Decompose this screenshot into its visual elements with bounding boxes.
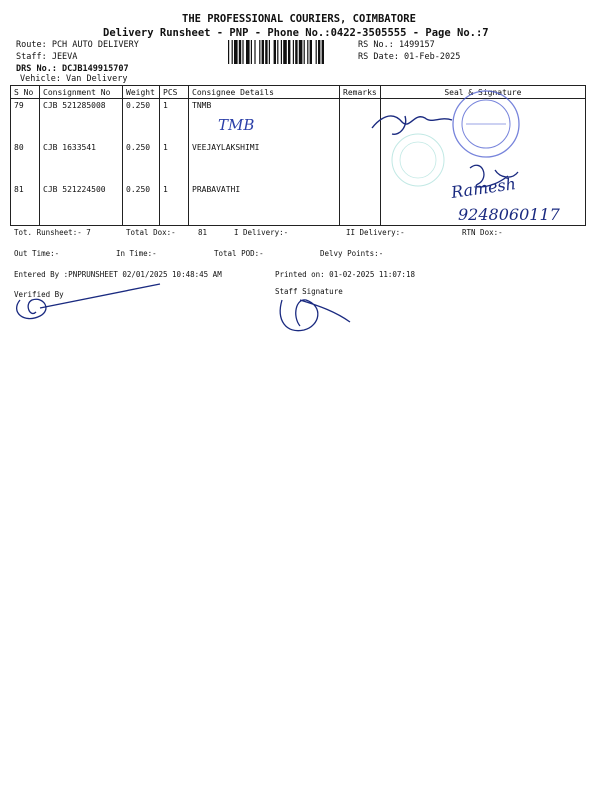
- runsheet-subtitle: Delivery Runsheet - PNP - Phone No.:0422-3505555 - Page No.:7: [103, 27, 489, 39]
- col-sno: S No: [11, 86, 40, 99]
- row-consignment: CJB 1633541: [40, 141, 123, 183]
- col-consignment: Consignment No: [40, 86, 123, 99]
- col-seal-signature: Seal & Signature: [380, 86, 585, 99]
- out-time: Out Time:-: [14, 249, 60, 258]
- company-title: THE PROFESSIONAL COURIERS, COIMBATORE: [182, 13, 416, 25]
- row-weight: 0.250: [123, 141, 160, 183]
- delvy-points: Delvy Points:-: [320, 249, 384, 258]
- i-delivery: I Delivery:-: [234, 228, 289, 237]
- col-consignee: Consignee Details: [189, 86, 340, 99]
- staff-text: Staff: JEEVA: [16, 52, 78, 62]
- row-consignment: CJB 521224500: [40, 183, 123, 226]
- handwritten-tmb: TMB: [218, 116, 255, 134]
- drs-number: DRS No.: DCJB149915707: [16, 64, 129, 74]
- rtn-dox: RTN Dox:-: [462, 228, 503, 237]
- seal-stamp-icon: [453, 91, 519, 157]
- row-pcs: 1: [160, 183, 189, 226]
- total-dox-value: 81: [198, 228, 208, 237]
- handwritten-name: Ramesh: [449, 174, 518, 202]
- staff-signature-label: Staff Signature: [275, 287, 343, 296]
- handwritten-phone: 9248060117: [458, 205, 560, 224]
- staff-signature-icon: [280, 300, 350, 331]
- row-pcs: 1: [160, 141, 189, 183]
- col-weight: Weight: [123, 86, 160, 99]
- ii-delivery: II Delivery:-: [346, 228, 405, 237]
- row-sno: 81: [11, 183, 40, 226]
- vehicle-text: Vehicle: Van Delivery: [20, 74, 128, 84]
- signature-scribble-icon: [372, 116, 452, 134]
- verified-by-label: Verified By: [14, 290, 64, 299]
- row-consignee: PRABAVATHI: [189, 183, 340, 226]
- row-consignee: VEEJAYLAKSHIMI: [189, 141, 340, 183]
- col-pcs: PCS: [160, 86, 189, 99]
- row-pcs: 1: [160, 99, 189, 142]
- printed-on: Printed on: 01-02-2025 11:07:18: [275, 270, 415, 279]
- row-sno: 80: [11, 141, 40, 183]
- row-weight: 0.250: [123, 183, 160, 226]
- row-consignee: TNMB: [189, 99, 340, 142]
- total-dox-label: Total Dox:-: [126, 228, 176, 237]
- entered-by: Entered By :PNPRUNSHEET 02/01/2025 10:48:45 AM: [14, 270, 222, 279]
- rs-date: RS Date: 01-Feb-2025: [358, 52, 461, 62]
- row-weight: 0.250: [123, 99, 160, 142]
- col-remarks: Remarks: [340, 86, 381, 99]
- row-sno: 79: [11, 99, 40, 142]
- in-time: In Time:-: [116, 249, 157, 258]
- row-consignment: CJB 521285008: [40, 99, 123, 142]
- total-pod: Total POD:-: [214, 249, 264, 258]
- route-text: Route: PCH AUTO DELIVERY: [16, 40, 139, 50]
- faded-stamp-icon: [392, 134, 444, 186]
- rs-number: RS No.: 1499157: [358, 40, 435, 50]
- tot-runsheet: Tot. Runsheet:- 7: [14, 228, 91, 237]
